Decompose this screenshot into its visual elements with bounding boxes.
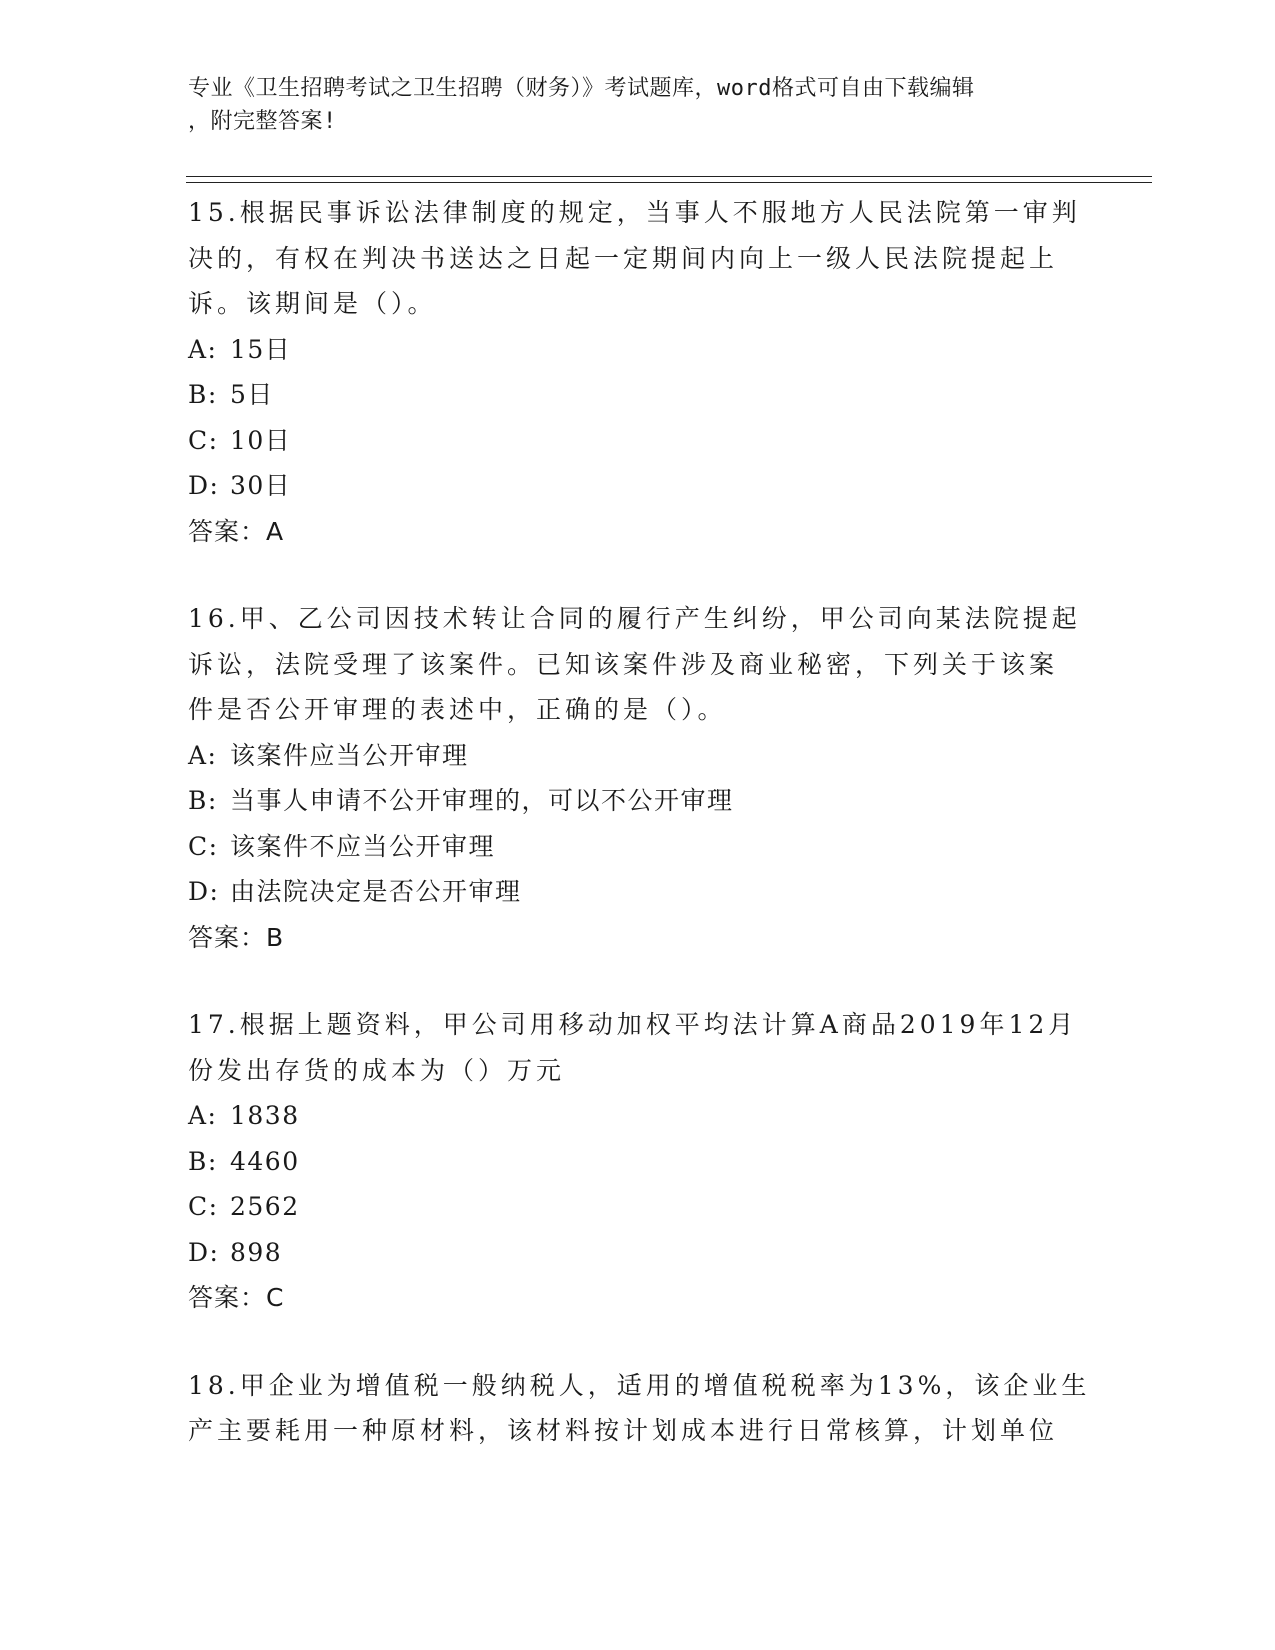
option-d — [188, 869, 1088, 915]
option-text: 898 — [230, 1237, 283, 1267]
option-text: 2562 — [230, 1192, 300, 1221]
option-a — [188, 1093, 1088, 1139]
option-text: 由法院决定是否公开审理 — [230, 877, 522, 906]
question-18 — [188, 1363, 1091, 1454]
question-list — [188, 190, 1091, 1454]
option-a — [188, 733, 1088, 779]
answer-line: 答案：C — [188, 1283, 285, 1312]
question-text-line: 决的，有权在判决书送达之日起一定期间内向上一级人民法院提起上 — [188, 243, 1059, 273]
option-text: 1838 — [230, 1101, 300, 1130]
question-text-line: 产主要耗用一种原材料，该材料按计划成本进行日常核算，计划单位 — [188, 1416, 1059, 1445]
option-letter: A: — [188, 334, 218, 364]
option-letter: D: — [188, 1237, 220, 1267]
option-text: 5日 — [230, 380, 274, 409]
option-letter: C: — [188, 1192, 219, 1221]
header-line-1: 专业《卫生招聘考试之卫生招聘（财务）》考试题库，word格式可自由下载编辑 — [188, 76, 975, 101]
question-16 — [188, 596, 1088, 960]
option-text: 该案件不应当公开审理 — [230, 831, 496, 861]
option-b — [188, 372, 1088, 418]
question-text-line: 诉。该期间是（）。 — [188, 289, 437, 318]
option-text: 30日 — [230, 471, 292, 500]
option-b — [188, 1139, 1088, 1185]
question-15 — [188, 190, 1088, 554]
header-line-2: ，附完整答案! — [188, 109, 337, 134]
option-text: 当事人申请不公开审理的，可以不公开审理 — [230, 786, 734, 815]
question-text-line: 件是否公开审理的表述中，正确的是（）。 — [188, 695, 727, 724]
option-d — [188, 463, 1088, 509]
option-b — [188, 778, 1088, 824]
option-letter: A: — [188, 740, 218, 770]
question-text-line: 份发出存货的成本为（）万元 — [188, 1055, 566, 1085]
question-text-line: 诉讼，法院受理了该案件。已知该案件涉及商业秘密，下列关于该案 — [188, 649, 1059, 679]
answer-line: 答案：B — [188, 922, 285, 952]
option-text: 15日 — [230, 334, 292, 364]
option-letter: B: — [188, 786, 218, 815]
header-divider-bottom — [186, 182, 1152, 183]
option-text: 10日 — [230, 425, 292, 455]
question-text-line: 16.甲、乙公司因技术转让合同的履行产生纠纷，甲公司向某法院提起 — [188, 604, 1081, 633]
question-text-line: 18.甲企业为增值税一般纳税人，适用的增值税税率为13%，该企业生 — [188, 1370, 1091, 1400]
option-letter: A: — [188, 1101, 218, 1130]
option-letter: D: — [188, 471, 220, 500]
option-text: 4460 — [230, 1146, 300, 1176]
option-a — [188, 327, 1088, 373]
header-divider-top — [186, 176, 1152, 177]
answer-line: 答案：A — [188, 516, 285, 546]
option-letter: D: — [188, 877, 220, 906]
question-17 — [188, 1002, 1088, 1321]
option-letter: B: — [188, 380, 218, 409]
option-c — [188, 824, 1088, 870]
option-c — [188, 418, 1088, 464]
question-text-line: 15.根据民事诉讼法律制度的规定，当事人不服地方人民法院第一审判 — [188, 198, 1081, 227]
option-letter: C: — [188, 831, 219, 861]
option-text: 该案件应当公开审理 — [230, 740, 469, 770]
document-header — [188, 72, 1068, 138]
option-c — [188, 1184, 1088, 1230]
option-letter: B: — [188, 1146, 218, 1176]
option-letter: C: — [188, 425, 219, 455]
option-d — [188, 1230, 1088, 1276]
question-text-line: 17.根据上题资料，甲公司用移动加权平均法计算A商品2019年12月 — [188, 1010, 1078, 1039]
